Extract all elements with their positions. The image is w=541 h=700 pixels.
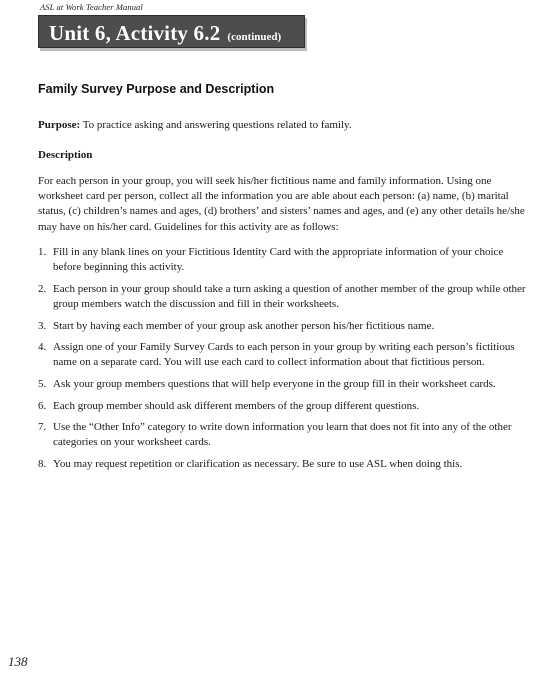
guideline-number: 6. [38,399,47,412]
guideline-text: Each person in your group should take a turn asking a question of another member of the group while other group members watch the discussion and fill in their worksheets. [53,282,526,310]
guideline-number: 2. [38,282,47,295]
purpose-text: To practice asking and answering questions related to family. [82,119,352,131]
description-heading: Description [38,149,93,161]
unit-title-banner [38,15,305,48]
guideline-item [38,457,528,472]
guideline-item [38,319,528,334]
guideline-number: 3. [38,319,47,332]
unit-title: Unit 6, Activity 6.2 [49,21,221,45]
guideline-item [38,340,528,370]
guideline-number: 1. [38,246,47,258]
description-intro: For each person in your group, you will seek his/her fictitious name and family information. Using one worksheet card per person, collect all the information you are able about each person: (a) name, (b) marital status, (c) children’s names and ages, (d) brothers’ and sisters’ names and ages, and (e) any other details he/she may have on his/her card. Guidelines for this activity are as follows: [38,175,525,233]
guideline-item [38,399,528,414]
section-title: Family Survey Purpose and Description [38,82,275,96]
guideline-number: 8. [38,457,47,470]
guideline-number: 4. [38,341,47,354]
guideline-number: 5. [38,377,47,390]
running-head: ASL at Work Teacher Manual [40,2,143,12]
guideline-text: Assign one of your Family Survey Cards to each person in your group by writing each person’s fictitious name on a separate card. You will use each card to collect information about that fictitious person. [53,341,515,369]
guideline-text: Start by having each member of your group ask another person his/her fictitious name. [53,319,435,332]
page-number: 138 [8,654,28,669]
guideline-item [38,245,528,275]
guideline-item [38,420,528,450]
guideline-text: You may request repetition or clarification as necessary. Be sure to use ASL when doing this. [53,457,463,470]
guideline-text: Fill in any blank lines on your Fictitious Identity Card with the appropriate information of your choice before beginning this activity. [53,246,504,274]
guideline-text: Each group member should ask different members of the group different questions. [53,399,420,412]
guideline-number: 7. [38,421,47,434]
guideline-item [38,377,528,392]
guideline-text: Use the “Other Info” category to write down information you learn that does not fit into any of the other categories on your worksheet cards. [53,421,512,449]
purpose-label: Purpose: [38,119,81,131]
guideline-item [38,282,528,312]
continued-label: (continued) [227,31,282,43]
purpose-paragraph [38,118,508,133]
guidelines-list [38,245,528,479]
guideline-text: Ask your group members questions that will help everyone in the group fill in their worksheet cards. [53,377,496,390]
